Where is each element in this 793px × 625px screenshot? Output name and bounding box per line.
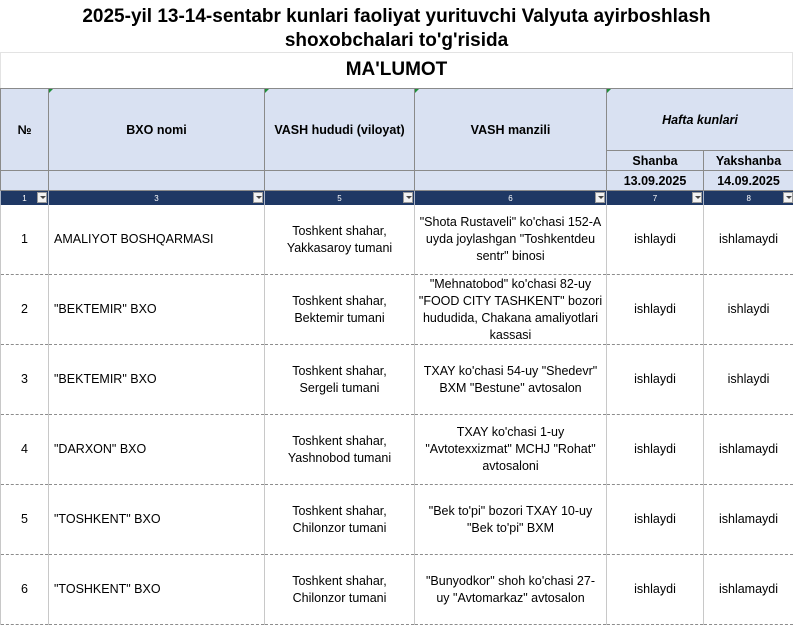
- column-number-cell: 6: [415, 191, 607, 206]
- saturday-status: ishlaydi: [607, 415, 704, 485]
- document-title: 2025-yil 13-14-sentabr kunlari faoliyat yurituvchi Valyuta ayirboshlash: [0, 5, 793, 29]
- document-title-line2: shoxobchalari to'g'risida: [0, 29, 793, 53]
- region-cell: Toshkent shahar, Yashnobod tumani: [265, 415, 415, 485]
- bxo-name: "DARXON" BXO: [49, 415, 265, 485]
- saturday-status: ishlaydi: [607, 345, 704, 415]
- address-cell: "Bek to'pi" bozori TXAY 10-uy "Bek to'pi" BXM: [415, 485, 607, 555]
- bxo-name: "BEKTEMIR" BXO: [49, 275, 265, 345]
- table-row: [1, 345, 793, 415]
- saturday-status: ishlaydi: [607, 205, 704, 275]
- address-cell: "Mehnatobod" ko'chasi 82-uy "FOOD CITY TASHKENT" bozori hududida, Chakana amaliyotlari kassasi: [415, 275, 607, 345]
- table-row: [1, 275, 793, 345]
- address-cell: TXAY ko'chasi 54-uy "Shedevr" BXM "Bestune" avtosalon: [415, 345, 607, 415]
- sunday-status: ishlaydi: [704, 275, 793, 345]
- column-number-cell: 3: [49, 191, 265, 206]
- header-bxo-name: BXO nomi: [49, 89, 265, 171]
- row-number: 3: [1, 345, 49, 415]
- comment-marker-icon: [607, 89, 611, 93]
- filter-dropdown-icon[interactable]: [37, 192, 47, 203]
- exchange-points-table: [0, 88, 793, 625]
- sunday-status: ishlamaydi: [704, 555, 793, 625]
- filter-dropdown-icon[interactable]: [403, 192, 413, 203]
- address-cell: "Bunyodkor" shoh ko'chasi 27- uy "Avtomarkaz" avtosalon: [415, 555, 607, 625]
- bxo-name: "TOSHKENT" BXO: [49, 485, 265, 555]
- filter-dropdown-icon[interactable]: [253, 192, 263, 203]
- document-subtitle: MA'LUMOT: [0, 58, 793, 82]
- saturday-status: ishlaydi: [607, 555, 704, 625]
- header-sunday: Yakshanba: [704, 151, 793, 171]
- header-region: VASH hududi (viloyat): [265, 89, 415, 171]
- address-cell: TXAY ko'chasi 1-uy "Avtotexxizmat" MCHJ "Rohat" avtosaloni: [415, 415, 607, 485]
- sheet-gridline: [0, 52, 793, 53]
- bxo-name: "TOSHKENT" BXO: [49, 555, 265, 625]
- region-cell: Toshkent shahar, Chilonzor tumani: [265, 485, 415, 555]
- row-number: 1: [1, 205, 49, 275]
- header-saturday: Shanba: [607, 151, 704, 171]
- column-number-cell: 1: [1, 191, 49, 206]
- sunday-status: ishlamaydi: [704, 485, 793, 555]
- table-row: [1, 485, 793, 555]
- header-weekdays: Hafta kunlari: [607, 89, 793, 151]
- header-date-sunday: 14.09.2025: [704, 171, 793, 191]
- filter-dropdown-icon[interactable]: [595, 192, 605, 203]
- comment-marker-icon: [265, 89, 269, 93]
- row-number: 4: [1, 415, 49, 485]
- address-cell: "Shota Rustaveli" ko'chasi 152-A uyda joylashgan "Toshkentdeu sentr" binosi: [415, 205, 607, 275]
- comment-marker-icon: [415, 89, 419, 93]
- region-cell: Toshkent shahar, Yakkasaroy tumani: [265, 205, 415, 275]
- saturday-status: ishlaydi: [607, 485, 704, 555]
- table-row: [1, 415, 793, 485]
- sunday-status: ishlamaydi: [704, 205, 793, 275]
- bxo-name: AMALIYOT BOSHQARMASI: [49, 205, 265, 275]
- saturday-status: ishlaydi: [607, 275, 704, 345]
- row-number: 6: [1, 555, 49, 625]
- row-number: 5: [1, 485, 49, 555]
- region-cell: Toshkent shahar, Bektemir tumani: [265, 275, 415, 345]
- bxo-name: "BEKTEMIR" BXO: [49, 345, 265, 415]
- sunday-status: ishlamaydi: [704, 415, 793, 485]
- row-number: 2: [1, 275, 49, 345]
- column-number-cell: 7: [607, 191, 704, 206]
- header-number: №: [1, 89, 49, 171]
- region-cell: Toshkent shahar, Sergeli tumani: [265, 345, 415, 415]
- sunday-status: ishlaydi: [704, 345, 793, 415]
- comment-marker-icon: [49, 89, 53, 93]
- filter-dropdown-icon[interactable]: [692, 192, 702, 203]
- filter-dropdown-icon[interactable]: [783, 192, 793, 203]
- column-number-cell: 5: [265, 191, 415, 206]
- column-number-cell: 8: [704, 191, 793, 206]
- table-row: [1, 555, 793, 625]
- region-cell: Toshkent shahar, Chilonzor tumani: [265, 555, 415, 625]
- header-address: VASH manzili: [415, 89, 607, 171]
- table-row: [1, 205, 793, 275]
- header-date-saturday: 13.09.2025: [607, 171, 704, 191]
